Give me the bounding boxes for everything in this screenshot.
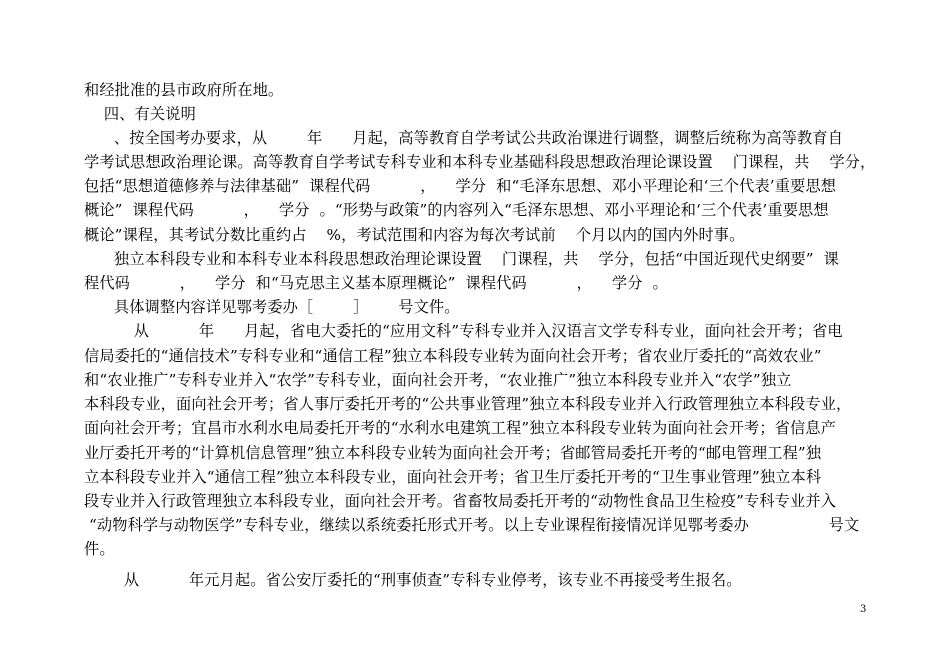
- paragraph-line: 学考试思想政治理论课。高等教育自学考试专科专业和本科专业基础科段思想政治理论课设置 门课程，共 学分，: [84, 153, 876, 171]
- paragraph-line: 从 年元月起。省公安厅委托的“刑事侦查”专科专业停考，该专业不再接受考生报名。: [84, 571, 742, 589]
- paragraph-line: 业厅委托开考的“计算机信息管理”独立本科段专业转为面向社会开考；省邮管局委托开考的“邮电管理工程”独: [84, 444, 822, 462]
- paragraph-line: 具体调整内容详见鄂考委办［ ］ 号文件。: [84, 298, 460, 316]
- paragraph-line: 概论” 课程代码 ， 学分 。“形势与政策”的内容列入“毛泽东思想、邓小平理论和‘三个代表’重要思想: [84, 201, 829, 219]
- paragraph-line: 段专业并入行政管理独立本科段专业，面向社会开考。省畜牧局委托开考的“动物性食品卫生检疫”专科专业并入: [84, 492, 837, 510]
- paragraph-line: 概论”课程，其考试分数比重约占 %，考试范围和内容为每次考试前 个月以内的国内外时事。: [84, 226, 745, 244]
- paragraph-line: 本科段专业，面向社会开考；省人事厅委托开考的“公共事业管理”独立本科段专业并入行政管理独立本科段专业，: [84, 395, 852, 413]
- paragraph-line: 、按全国考办要求，从 年 月起，高等教育自学考试公共政治课进行调整，调整后统称为高等教育自: [84, 129, 844, 147]
- paragraph-line: 包括“思想道德修养与法律基础” 课程代码 ， 学分 和“毛泽东思想、邓小平理论和‘三个代表’重要思想: [84, 177, 837, 195]
- paragraph-line: 从 年 月起，省电大委托的“应用文科”专科专业并入汉语言文学专科专业，面向社会开考；省电: [84, 322, 843, 340]
- paragraph-line: 独立本科段专业和本科专业本科段思想政治理论课设置 门课程，共 学分，包括“中国近现代史纲要” 课: [84, 250, 839, 268]
- paragraph-line: 立本科段专业并入“通信工程”独立本科段专业，面向社会开考；省卫生厅委托开考的“卫生事业管理”独立本科: [84, 468, 822, 486]
- paragraph-line: 信局委托的“通信技术”专科专业和“通信工程”独立本科段专业转为面向社会开考；省农业厅委托的“高效农业”: [84, 347, 822, 365]
- paragraph-line: 和“农业推广”专科专业并入“农学”专科专业，面向社会开考，“农业推广”独立本科段专业并入“农学”独立: [84, 371, 792, 389]
- section-heading: 四、有关说明: [84, 105, 196, 123]
- paragraph-line: 程代码 ， 学分 和“马克思主义基本原理概论” 课程代码 ， 学分 。: [84, 274, 668, 292]
- paragraph-line: 面向社会开考；宜昌市水利水电局委托开考的“水利水电建筑工程”独立本科段专业转为面向社会开考；省信息产: [84, 419, 837, 437]
- page-number: 3: [860, 604, 867, 615]
- paragraph-line: “动物科学与动物医学”专科专业，继续以系统委托形式开考。以上专业课程衔接情况详见鄂考委办 号文: [84, 516, 860, 534]
- paragraph-line: 和经批准的县市政府所在地。: [84, 81, 284, 99]
- paragraph-line: 件。: [84, 540, 115, 558]
